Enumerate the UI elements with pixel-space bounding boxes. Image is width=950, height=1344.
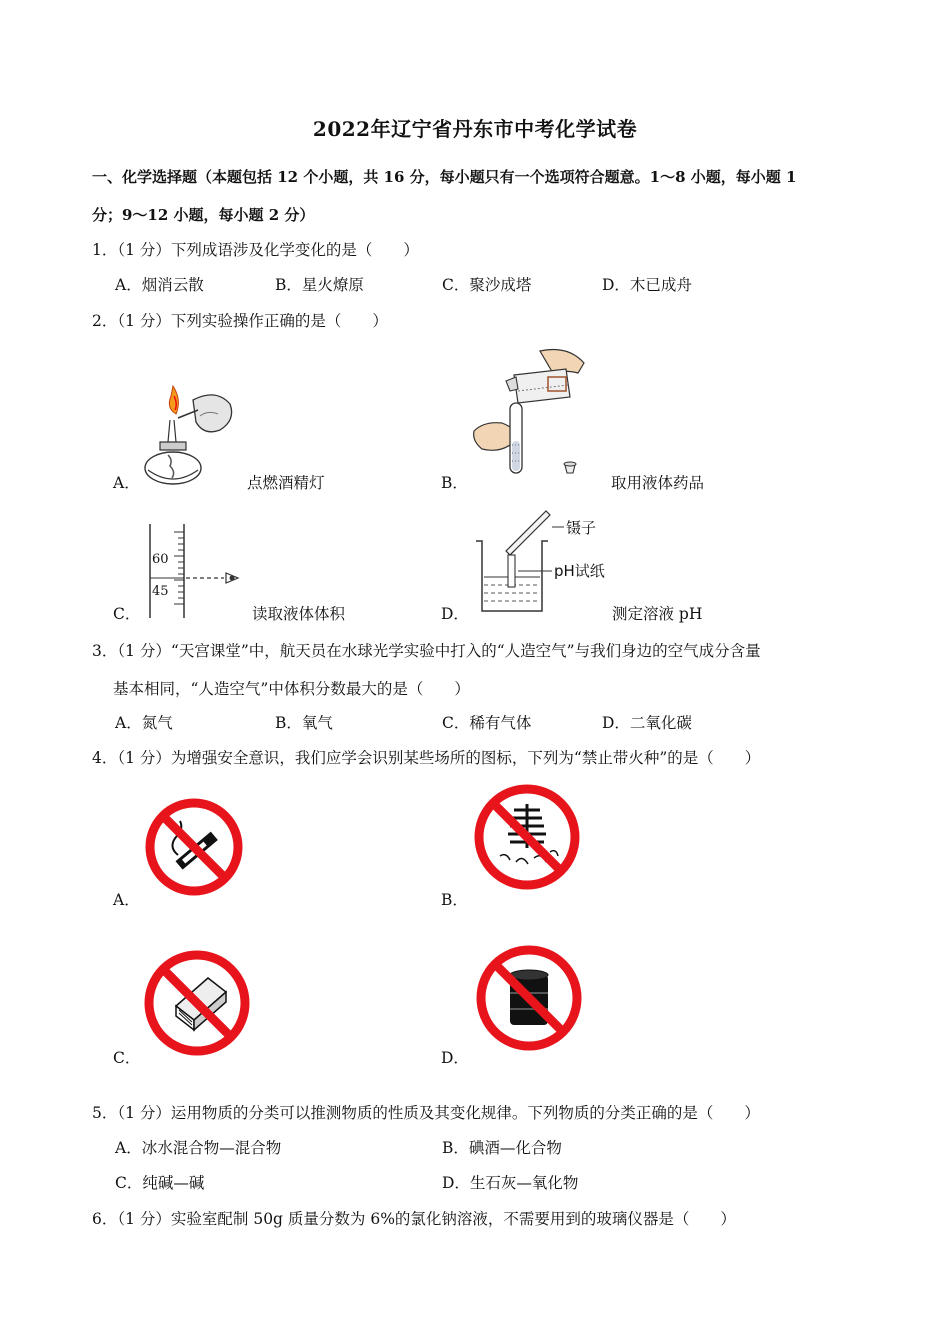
question-3-option-b: B．氧气 [275,714,333,732]
section-heading-line1: 一、化学选择题（本题包括 12 个小题，共 16 分，每小题只有一个选项符合题意。1～8 小题，每小题 1 [92,168,797,186]
question-5-option-b: B．碘酒—化合物 [442,1139,562,1157]
ph-beaker-illustration [470,505,615,615]
no-fireworks-sign-icon [472,782,582,892]
question-3-option-a: A．氮气 [115,714,173,732]
question-4-option-c: C． [113,1049,141,1067]
question-2-stem: 2．（1 分）下列实验操作正确的是（ ） [92,312,388,330]
question-2-option-a-letter: A． [113,474,140,492]
question-4-option-d: D． [441,1049,469,1067]
question-1-stem: 1．（1 分）下列成语涉及化学变化的是（ ） [92,241,419,259]
tweezers-label: 镊子 [566,519,597,537]
section-heading-line2: 分；9～12 小题，每小题 2 分） [92,206,315,224]
question-3-option-d: D．二氧化碳 [602,714,692,732]
pouring-liquid-illustration [470,345,590,485]
question-5-option-d: D．生石灰—氧化物 [442,1174,579,1192]
cylinder-mark-45: 45 [152,584,169,599]
question-2-option-c-caption: 读取液体体积 [252,605,346,623]
question-2-option-d-letter: D． [441,605,469,623]
question-3-option-c: C．稀有气体 [442,714,532,732]
question-2-option-a-caption: 点燃酒精灯 [247,474,325,492]
question-2-option-b-caption: 取用液体药品 [611,474,705,492]
question-6-stem: 6．（1 分）实验室配制 50g 质量分数为 6%的氯化钠溶液，不需要用到的玻璃仪器是（ ） [92,1210,736,1228]
question-5-stem: 5．（1 分）运用物质的分类可以推测物质的性质及其变化规律。下列物质的分类正确的是（ ） [92,1104,760,1122]
page-title: 2022年辽宁省丹东市中考化学试卷 [312,117,638,141]
no-smoking-sign-icon [144,797,244,897]
question-1-option-c: C．聚沙成塔 [442,276,532,294]
cylinder-mark-60: 60 [152,552,169,567]
no-oil-drum-sign-icon [474,943,584,1053]
question-1-option-b: B．星火燎原 [275,276,364,294]
question-2-option-b-letter: B． [441,474,468,492]
question-4-stem: 4．（1 分）为增强安全意识，我们应学会识别某些场所的图标，下列为“禁止带火种”的是（ ） [92,749,761,767]
no-fire-source-sign-icon [142,948,252,1058]
question-4-option-a: A． [113,891,140,909]
question-1-option-d: D．木已成舟 [602,276,692,294]
question-2-option-c-letter: C． [113,605,141,623]
question-3-stem-line1: 3．（1 分）“天宫课堂”中，航天员在水球光学实验中打入的“人造空气”与我们身边的空气成分含量 [92,642,761,660]
question-1-option-a: A．烟消云散 [115,276,204,294]
alcohol-lamp-illustration [138,380,248,490]
question-5-option-c: C．纯碱—碱 [115,1174,205,1192]
question-4-option-b: B． [441,891,468,909]
question-5-option-a: A．冰水混合物—混合物 [115,1139,282,1157]
graduated-cylinder-illustration [140,520,250,620]
ph-paper-label: pH试纸 [554,562,605,580]
question-2-option-d-caption: 测定溶液 pH [612,605,703,623]
question-3-stem-line2: 基本相同，“人造空气”中体积分数最大的是（ ） [113,680,470,698]
